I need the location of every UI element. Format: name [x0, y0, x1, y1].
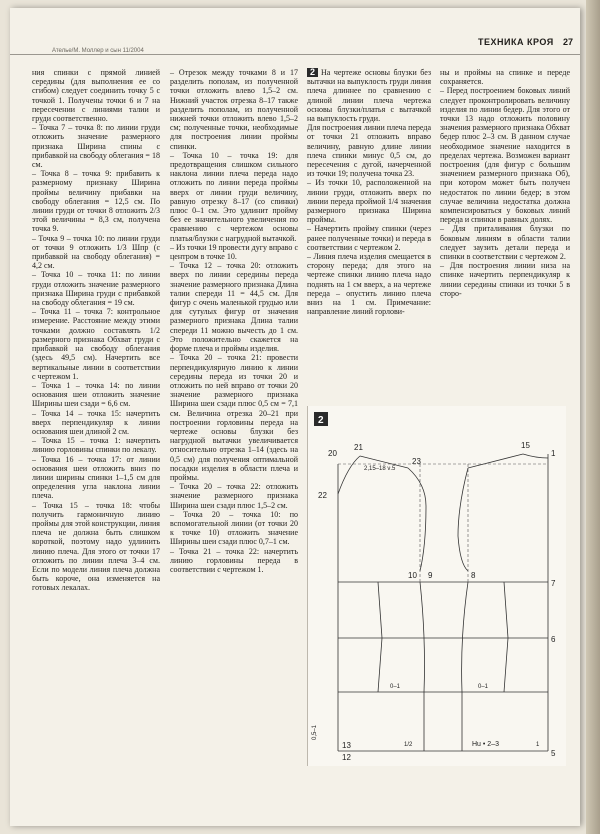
page-header — [10, 26, 580, 55]
back-dart — [504, 582, 508, 692]
label-23: 23 — [412, 457, 421, 466]
label-12: 12 — [342, 753, 351, 762]
label-9: 9 — [428, 571, 433, 580]
label-6: 6 — [551, 635, 556, 644]
label-7: 7 — [551, 579, 556, 588]
paragraph: – Точка 7 – точка 8: по линии груди отложить значение размерного признака Ширина спины с прибавкой на свободу облегания = 18 см. — [32, 123, 160, 170]
paragraph: – Для приталивания блузки по боковым линиям в области талии следует заузить детали переда и спинки в соответствии с чертежом 2. — [440, 224, 570, 262]
label-5: 5 — [551, 749, 556, 758]
back-side-seam — [462, 582, 468, 751]
paragraph: – Точка 20 – точка 21: провести перпендикулярную линию к линии середины переда из точки 20 и отложить по ней вправо от точки 20 значение размерного признака Ширина шеи сзади плюс 0,5 см = 7,1 см. Величина отрезка 20–21 при построении горловины переда на чертеже основы блузки без нагрудной вытачки увеличивается относительно отрезка 1–14 (здесь на 0,5 см) для получения оптимальной посадки изделия в области плеча и проймы. — [170, 353, 298, 482]
label-1: 1 — [551, 449, 556, 458]
paragraph: – Точка 1 – точка 14: по линии основания шеи отложить значение Ширины шеи сзади = 6,6 см. — [32, 380, 160, 409]
front-side-seam — [420, 582, 425, 751]
magazine-page — [10, 8, 580, 826]
paragraph: – Точка 15 – точка 18: чтобы получить гармоничную линию проймы для этой конструкции, линия плеча не должна быть слишком короткой, поэтому надо удлинить линию плеча. Для этого от точки 17 отложить по линии плеча 3–4 см. Если по модели линия плеча должна быть короче, она изменяется на готовых лекалах. — [32, 500, 160, 593]
paragraph — [307, 68, 431, 123]
text-column-2 — [170, 68, 298, 768]
paragraph-text: На чертеже основы блузки без вытачки на выпуклость груди линия плеча длиннее по сравнению с длиной линии плеча чертежа основы блузки/платья с вытачкой на выпуклость груди. — [307, 68, 431, 124]
paragraph: – Точка 20 – точка 10: по вспомогательной линии (от точки 20 к точке 10) отложить значение Ширины шеи сзади плюс 0,7–1 см. — [170, 509, 298, 547]
paragraph: – Точка 9 – точка 10: по линии груди от точки 9 отложить 1/3 Шпр (с прибавкой на свободу облегания) = 4,2 см. — [32, 233, 160, 271]
page-spine — [586, 0, 600, 834]
paragraph: – Точка 8 – точка 9: прибавить к размерному признаку Ширина проймы величину прибавки на свободу облегания = 12,5 см. По линии груди от точки 8 отложить 2/3 этой величины = 8,3 см, получена точка 9. — [32, 169, 160, 234]
paragraph: – Из точки 10, расположенной на линии груди, отложить вверх по линии переда проймой 1/4 значения размерного признака Ширина проймы. — [307, 178, 431, 225]
source-line: Ателье/М. Моллер и сын 11/2004 — [52, 48, 144, 54]
paragraph: – Линия плеча изделия смещается в сторону переда; для этого на чертеже спинки линию плеча надо поднять на 1 см вверх, а на чертеже переда – опустить линию плеча вниз на 1 см. Примечание: направление линий горлови- — [307, 252, 431, 317]
paragraph: – Точка 16 – точка 17: от линии основания шеи отложить вниз по линии ширины спинки 1–1,5 см для определения угла наклона линии плеча. — [32, 454, 160, 501]
pattern-lines — [338, 454, 548, 751]
front-dart — [378, 582, 382, 692]
paragraph: ния спинки с прямой линией середины (для выполнения ее со сгибом) следует соединить точку 5 с точкой 1. Получены точки 6 и 7 на пересечении с линиями талии и груди соответственно. — [32, 68, 160, 124]
half-label: 1/2 — [404, 742, 413, 748]
figure-number: 2 — [318, 415, 324, 426]
section-title: ТЕХНИКА КРОЯ — [478, 37, 554, 47]
bottom-right-label: 1 — [536, 742, 540, 748]
page-number: 27 — [563, 37, 574, 47]
back-neckline — [523, 454, 548, 458]
hip-right-label: 0–1 — [478, 684, 489, 690]
paragraph: – Точка 21 – точка 22: начертить линию горловины переда в соответствии с чертежом 1. — [170, 546, 298, 574]
paragraph: – Точка 20 – точка 22: отложить значение размерного признака Ширина шеи сзади плюс 1,5–2 см. — [170, 482, 298, 510]
text-column-4 — [440, 68, 570, 398]
label-8: 8 — [471, 571, 476, 580]
text-column-3 — [307, 68, 431, 398]
paragraph: Для построения линии плеча переда от точки 21 отложить вправо величину, равную длине линии плеча спинки минус 0,5 см, до пересечения с дугой, начерченной из точки 19; получена точка 23. — [307, 123, 431, 179]
back-shoulder — [468, 454, 523, 468]
label-22: 22 — [318, 491, 327, 500]
pattern-drawing-figure — [307, 406, 566, 766]
paragraph: ны и проймы на спинке и переде сохраняется. — [440, 68, 570, 87]
front-armhole — [408, 468, 426, 571]
paragraph: – Перед построением боковых линий следует проконтролировать величину изделия по линии бедер. Для этого от точки 13 надо отложить половину значения размерного признака Обхват бедер плюс 2–3 см. В данном случае необходимое значение находится в пределах чертежа. Возможен вариант построения (для фигур с большим значением размерного признака Об), при котором может быть получен недостаток по линии бедер; в этом случае величина недостатка должна компенсироваться у боковых линий переда и спинки в равных долях. — [440, 86, 570, 225]
paragraph: – Для построения линии низа на спинке начертить перпендикуляр к линии середины спинки из точки 5 в сторо- — [440, 261, 570, 298]
paragraph: – Точка 10 – точка 11: по линии груди отложить значение размерного признака Ширина груди с прибавкой на свободу облегания = 19 см. — [32, 270, 160, 308]
paragraph: – Точка 15 – точка 1: начертить линию горловины спинки по лекалу. — [32, 436, 160, 455]
bottom-left-label: 0,5–1 — [312, 724, 318, 740]
hem-dimension-label: Нu • 2–3 — [472, 741, 499, 748]
pattern-drawing — [308, 406, 566, 766]
back-armhole — [458, 468, 468, 571]
label-10: 10 — [408, 571, 417, 580]
section-badge: 2 — [307, 68, 318, 77]
label-20: 20 — [328, 449, 337, 458]
label-21: 21 — [354, 443, 363, 452]
hip-left-label: 0–1 — [390, 684, 401, 690]
text-column-1 — [32, 68, 160, 768]
paragraph: – Начертить пройму спинки (через ранее полученные точки) и переда в соответствии с чертежом 2. — [307, 224, 431, 252]
paragraph: – Из точки 19 провести дугу вправо с центром в точке 10. — [170, 242, 298, 262]
front-neckline — [338, 456, 360, 494]
construction-lines — [338, 464, 548, 582]
paragraph: – Точка 10 – точка 19: для предотвращения слишком сильного наклона линии плеча переда надо отложить по линии переда проймы вверх от линии груди величину, равную отрезку 8–17 (со спинки) плюс 0–1 см. Это удлинит пройму без ее значительного увеличения по сравнению с чертежом основы платья/блузки с нагрудной вытачкой. — [170, 150, 298, 243]
paragraph: – Отрезок между точками 8 и 17 разделить пополам, из полученной точки отложить влево 1,5–2 см. Нижний участок отрезка 8–17 также разделить пополам, из полученной нижней точки отложить влево 1,5–2 см; полученные точки, необходимые для построения линии проймы спинки. — [170, 68, 298, 151]
paragraph: – Точка 14 – точка 15: начертить вверх перпендикуляр к линии основания шеи длиной 2 см. — [32, 408, 160, 436]
label-13: 13 — [342, 741, 351, 750]
paragraph: – Точка 12 – точка 20: отложить вверх по линии середины переда значение размерного признака Длина талии спереди 11 = 44,5 см. Для фигур с очень маленькой грудью или для сутулых фигур от значения размерного признака Длина талии спереди 11 можно вычесть до 1 см. Это положительно скажется на форме плеча и проймы изделия. — [170, 261, 298, 354]
paragraph: – Точка 11 – точка 7: контрольное измерение. Расстояние между этими точками должно составлять 1/2 размерного признака Обхват груди с прибавкой на свободу облегания (здесь 49,5 см). Начертить все вертикальные линии в соответствии с чертежом 1. — [32, 307, 160, 381]
label-15: 15 — [521, 441, 530, 450]
shoulder-measure-label: 2,15–18 ν.5 — [364, 466, 396, 472]
